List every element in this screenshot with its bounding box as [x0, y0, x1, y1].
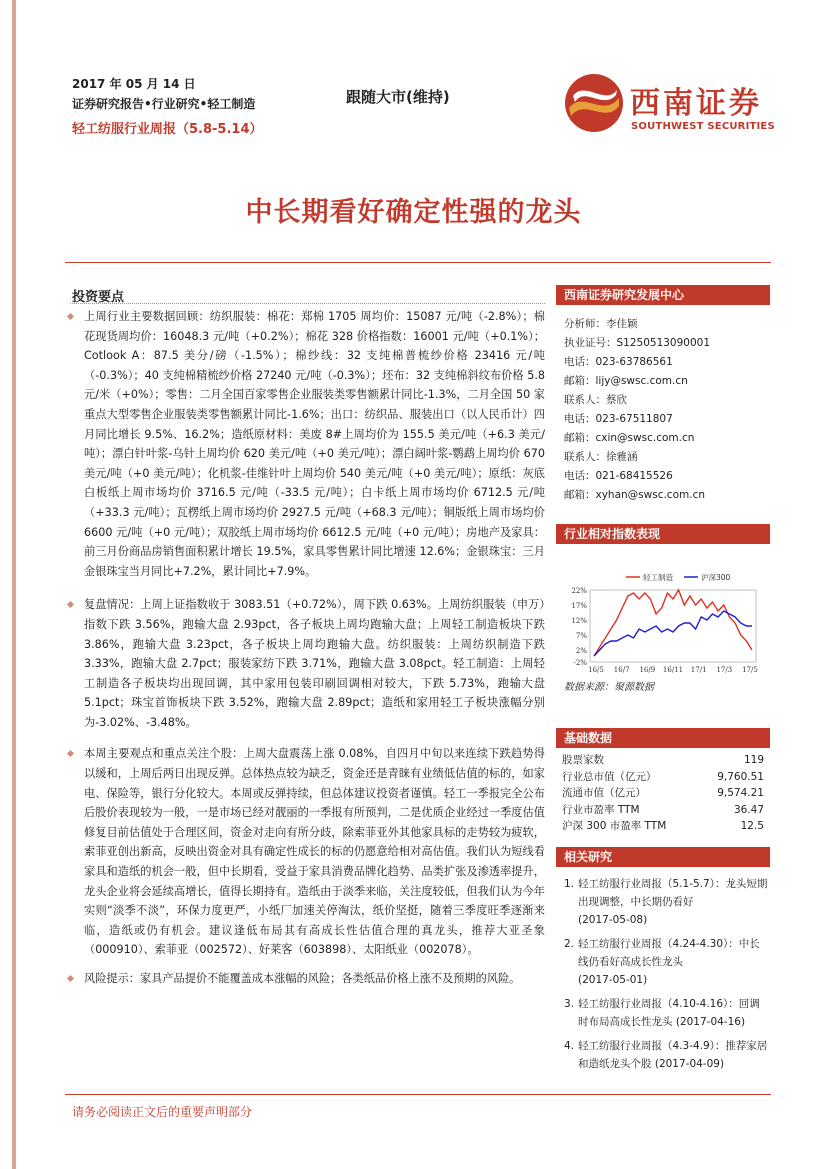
report-title: 中长期看好确定性强的龙头: [245, 197, 582, 228]
investment-summary: [70, 307, 545, 998]
legend-label: 轻工制造: [643, 573, 673, 582]
list-item[interactable]: 4. 轻工纺服行业周报（4.3-4.9）：推荐家居和造纸龙头个股 (2017-04-09): [564, 1040, 768, 1070]
table-row: 股票家数 119: [562, 754, 764, 766]
list-item[interactable]: 3. 轻工纺服行业周报（4.10-4.16）：回调时布局高成长性龙头 (2017-04-16): [564, 998, 760, 1028]
bullet-icon: [67, 975, 74, 982]
table-row: 流通市值（亿元） 9,574.21: [562, 787, 764, 799]
related-research-heading: 相关研究: [556, 847, 770, 867]
analyst-phone: 电话：023-63786561: [564, 356, 673, 368]
bullet-icon: [67, 750, 74, 757]
x-tick-label: 16/7: [613, 666, 630, 674]
paragraph-views: 本周主要观点和重点关注个股：上周大盘震荡上涨 0.08%，自四月中旬以来连续下跌趋势得以缓和，上周后两日出现反弹。总体热点较为缺乏，资金还是青睐有业绩低估值的标的，如家电、保险等，银行分化较大。本周或反弹持续，但总体建议投资者谨慎。轻工一季报完全公布后股价表现较为一般，一是市场已经对靓丽的一季报有所预判，二是优质企业经过一季度估值修复目前估值处于合理区间，资金对走向有所分歧，除索菲亚外其他家具标的走势较为疲软，索菲亚创出新高，反映出资金对具有确定性成长的标的仍愿意给相对高估值。我们认为短线看家具和造纸的机会一般，但中长期看，受益于家具消费品牌化趋势、品类扩张及渗透率提升，龙头企业将会延续高增长，值得长期持有。造纸由于淡季来临，关注度较低，但我们认为今年实则“淡季不淡”，环保力度更严，小纸厂加速关停淘汰，纸价坚挺，随着三季度旺季逐渐来临，造纸或仍有机会。建议逢低布局其有高成长性估值合理的真龙头，推荐大亚圣象（000910）、索菲亚（002572）、好莱客（603898）、太阳纸业（002078）。: [70, 744, 545, 960]
divider: [70, 303, 545, 304]
divider: [65, 262, 771, 263]
logo-text-cn: 西南证券: [630, 86, 762, 121]
logo-text-en: SOUTHWEST SECURITIES: [631, 121, 775, 132]
paragraph-data-review: 上周行业主要数据回顾：纺织服装：棉花：郑棉 1705 周均价：15087 元/吨（-2.8%）；棉花现货周均价：16048.3 元/吨（+0.2%）；棉花 328 价格指数：16001 元/吨（+0.1%）；Cotlook A：87.5 美分/磅（-1.5%）；棉纱线：32 支纯棉普梳纱价格 23416 元/吨（-0.3%）；40 支纯棉精梳纱价格 27240 元/吨（-0.3%）；坯布：32 支纯棉斜纹布价格 5.8 元/米（+0%）；零售：二月全国百家零售企业服装类零售额累计同比-1.3%，二月全国 50 家重点大型零售企业服装类零售额累计同比-1.6%；出口：纺织品、服装出口（以人民币计）四月同比增长 9.5%、16.2%；造纸原材料：美废 8#上周均价为 155.5 美元/吨（+6.3 美元/吨）；漂白针叶浆-乌针上周均价 620 美元/吨（+0 美元/吨）；漂白阔叶浆-鹦鹉上周均价 670 美元/吨（+0 美元/吨）；化机浆-佳维针叶上周均价 540 美元/吨（+0 美元/吨）；原纸：灰底白板纸上周市场均价 3716.5 元/吨（-33.5 元/吨）；白卡纸上周市场均价 6712.5 元/吨（+33.3 元/吨）；瓦楞纸上周市场均价 2927.5 元/吨（+68.3 元/吨）；铜版纸上周市场均价 6600 元/吨（+0 元/吨）；双胶纸上周市场均价 6612.5 元/吨（+0 元/吨）；房地产及家具：前三月份商品房销售面积累计增长 19.5%，家具零售累计同比增速 12.6%；金银珠宝：三月金银珠宝当月同比+7.2%，累计同比+7.9%。: [70, 307, 545, 581]
list-item[interactable]: 1. 轻工纺服行业周报（5.1-5.7）：龙头短期出现调整，中长期仍看好 (2017-05-08): [564, 878, 768, 926]
section-heading: 投资要点: [72, 290, 125, 305]
table-row: 行业总市值（亿元） 9,760.51: [562, 770, 764, 783]
contact-name: 联系人：蔡欣: [564, 394, 627, 406]
contact-email[interactable]: 邮箱：cxin@swsc.com.cn: [564, 432, 695, 444]
related-research-panel: [556, 847, 770, 1073]
list-item[interactable]: 2. 轻工纺服行业周报（4.24-4.30）：中长线仍看好高成长性龙头 (2017-05-01): [564, 938, 760, 986]
series-line: [594, 590, 752, 656]
bullet-icon: [67, 313, 74, 320]
basic-data-heading: 基础数据: [556, 728, 770, 748]
analyst-email[interactable]: 邮箱：lijy@swsc.com.cn: [564, 375, 688, 387]
y-tick-label: -2%: [573, 659, 587, 667]
y-tick-label: 2%: [575, 647, 587, 655]
legend-label: 沪深300: [701, 573, 731, 582]
x-tick-label: 17/1: [690, 666, 707, 674]
x-tick-label: 16/9: [639, 666, 656, 674]
plot-frame: [590, 590, 756, 662]
company-logo-icon: [563, 72, 625, 134]
y-tick-label: 7%: [575, 632, 587, 640]
x-tick-label: 17/5: [742, 666, 758, 674]
footer-disclaimer: 请务必阅读正文后的重要声明部分: [72, 1105, 253, 1119]
research-center-heading: 西南证券研究发展中心: [556, 285, 770, 305]
basic-data-panel: [556, 728, 770, 835]
x-tick-label: 16/11: [662, 666, 684, 674]
basic-data-table: [556, 752, 770, 835]
relative-index-chart: [556, 544, 770, 674]
bullet-icon: [67, 601, 74, 608]
sidebar: [556, 285, 770, 505]
x-tick-label: 16/5: [588, 666, 604, 674]
contact-phone: 电话：021-68415526: [564, 470, 673, 482]
report-date: 2017 年 05 月 14 日: [72, 77, 196, 91]
contact-email[interactable]: 邮箱：xyhan@swsc.com.cn: [564, 489, 706, 501]
analyst-name: 分析师：李佳颖: [564, 318, 638, 330]
chart-source: 数据来源：聚源数据: [564, 682, 654, 693]
paragraph-market-review: 复盘情况：上周上证指数收于 3083.51（+0.72%），周下跌 0.63%。上周纺织服装（申万）指数下跌 3.56%，跑输大盘 2.93pct，各子板块上周均跑输大盘；上周轻工制造板块下跌 3.86%，跑输大盘 3.23pct，各子板块上周均跑输大盘。纺织服装：上周纺织制造下跌 3.33%，跑输大盘 2.7pct；服装家纺下跌 3.71%，跑输大盘 3.08pct。轻工制造：上周轻工制造各子板块均出现回调，其中家用包装印刷回调相对较大，下跌 5.73%，跑输大盘 5.1pct；珠宝首饰板块下跌 3.52%，跑输大盘 2.89pct；造纸和家用轻工子板块涨幅分别为-3.02%、-3.48%。: [70, 595, 545, 732]
index-chart-panel: [556, 524, 770, 693]
analyst-license: 执业证号：S1250513090001: [564, 337, 711, 349]
contact-phone: 电话：023-67511807: [564, 413, 673, 425]
y-tick-label: 22%: [571, 587, 587, 595]
contact-name: 联系人：徐雅涵: [564, 451, 638, 463]
x-tick-label: 17/3: [716, 666, 733, 674]
divider: [65, 1094, 771, 1095]
index-chart-heading: 行业相对指数表现: [556, 524, 770, 544]
report-category: 证券研究报告•行业研究•轻工制造: [72, 97, 256, 111]
report-series: 轻工纺服行业周报（5.8-5.14）: [72, 122, 263, 137]
table-row: 沪深 300 市盈率 TTM 12.5: [562, 820, 764, 832]
table-row: 行业市盈率 TTM 36.47: [562, 803, 764, 816]
rating: 跟随大市(维持): [346, 88, 450, 106]
y-tick-label: 17%: [571, 602, 587, 610]
y-tick-label: 12%: [571, 617, 587, 625]
paragraph-risk: 风险提示：家具产品提价不能覆盖成本涨幅的风险；各类纸品价格上涨不及预期的风险。: [70, 969, 545, 989]
left-margin-bar: [12, 0, 16, 1169]
